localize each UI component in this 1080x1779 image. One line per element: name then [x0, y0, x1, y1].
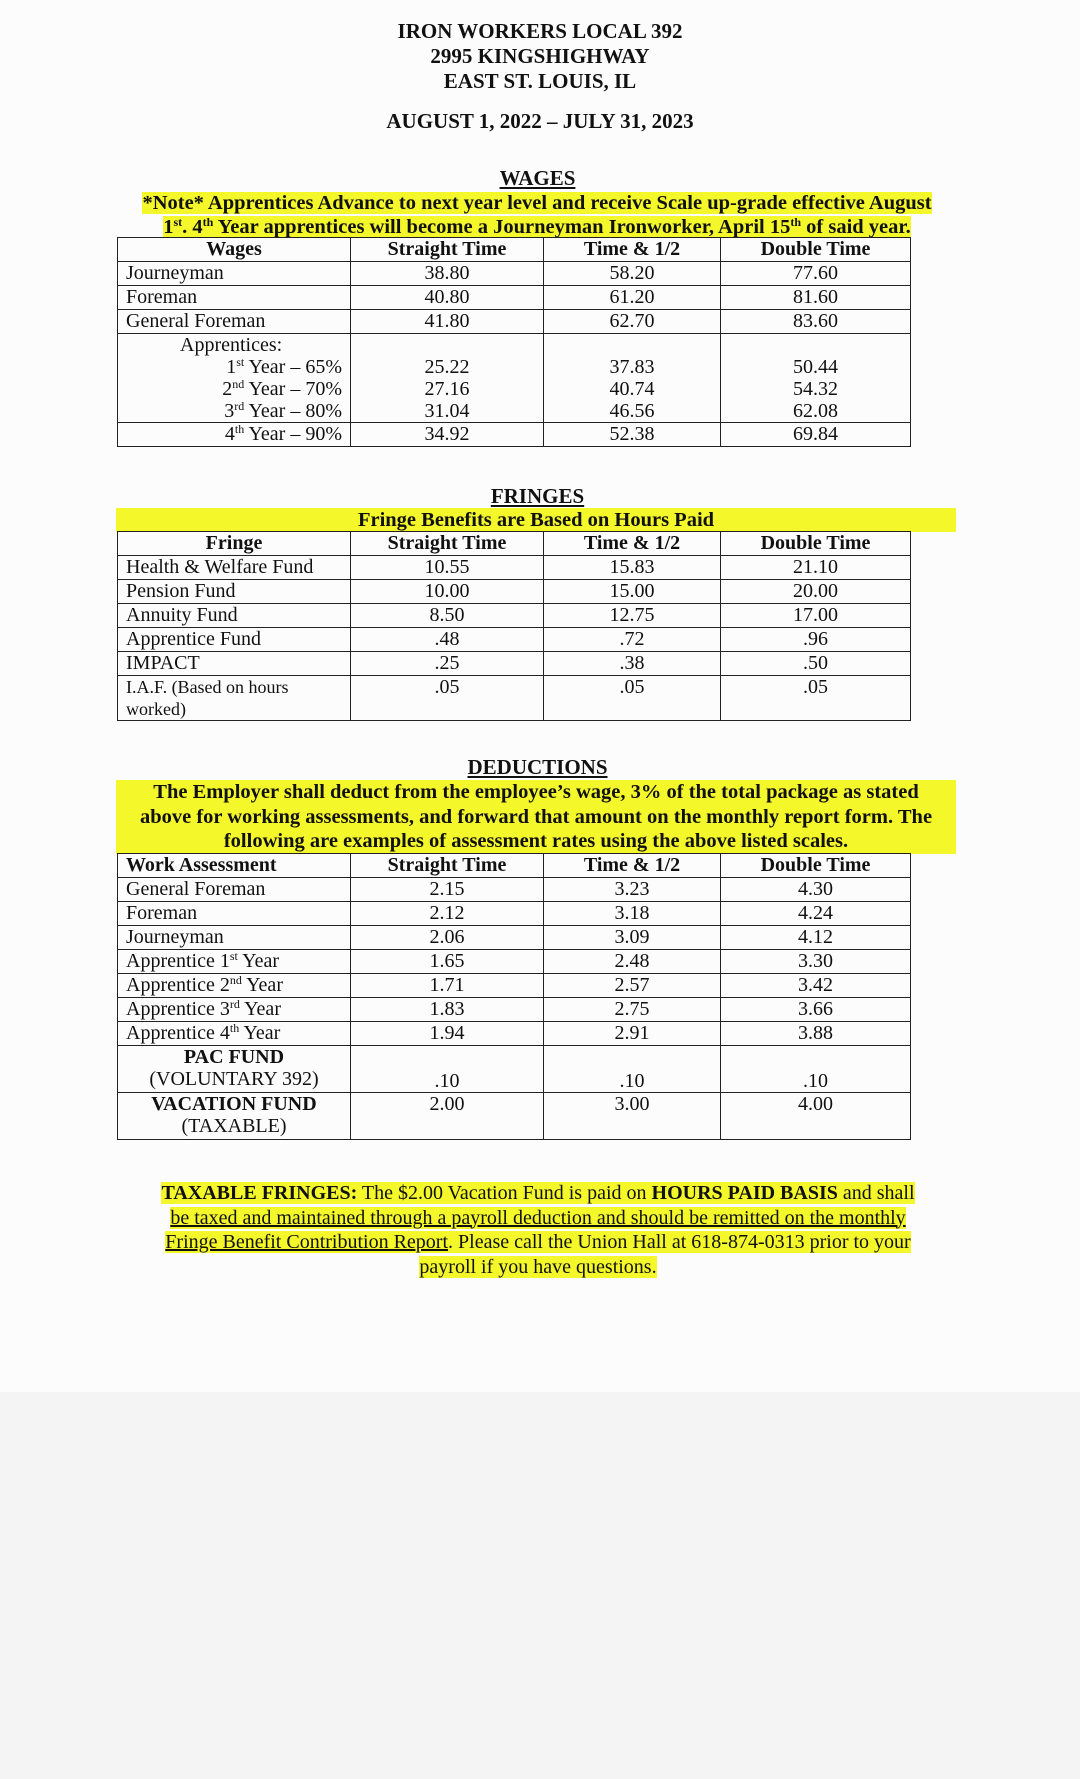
col-header-straight-time: Straight Time: [351, 854, 544, 878]
cell-straight: 2.15: [351, 878, 544, 902]
table-row: [118, 1022, 911, 1046]
cell-double: 3.88: [721, 1022, 911, 1046]
col-header-fringe: Fringe: [118, 532, 351, 556]
cell-straight: 31.04: [424, 400, 470, 422]
vacation-fund-row: [118, 1093, 911, 1140]
cell-double: 4.00: [721, 1093, 911, 1140]
cell-double: 77.60: [721, 262, 911, 286]
cell-time-half: 3.00: [544, 1093, 721, 1140]
cell-time-half: .05: [544, 676, 721, 721]
deductions-table: [117, 853, 911, 1140]
letterhead: [0, 19, 1080, 94]
cell-straight: 1.94: [351, 1022, 544, 1046]
table-row: [118, 974, 911, 998]
table-row: [118, 652, 911, 676]
cell-double: 3.42: [721, 974, 911, 998]
taxable-text-1: The $2.00 Vacation Fund is paid on: [357, 1182, 652, 1204]
cell-straight: 1.71: [351, 974, 544, 998]
cell-double: 69.84: [721, 423, 911, 447]
page-background-lower: [0, 1392, 1080, 1779]
cell-time-half: 2.75: [544, 998, 721, 1022]
apprentice-straight-col: [351, 334, 544, 423]
table-row: [118, 556, 911, 580]
cell-double: 4.12: [721, 926, 911, 950]
row-label: Journeyman: [118, 262, 351, 286]
cell-straight: 27.16: [424, 378, 470, 400]
cell-straight: 10.00: [351, 580, 544, 604]
table-row: [118, 998, 911, 1022]
cell-time-half: 58.20: [544, 262, 721, 286]
table-row: [118, 286, 911, 310]
row-label: IMPACT: [118, 652, 351, 676]
cell-time-half: 15.83: [544, 556, 721, 580]
cell-time-half: .72: [544, 628, 721, 652]
row-label: I.A.F. (Based on hours worked): [118, 676, 351, 721]
wages-note-line2: 1st. 4th Year apprentices will become a Journeyman Ironworker, April 15th of said year.: [163, 215, 911, 238]
wages-table: [117, 237, 911, 447]
apprentice-1st-label: 1st Year – 65%: [226, 355, 342, 378]
cell-double: .10: [721, 1046, 911, 1093]
table-row: [118, 310, 911, 334]
cell-double: 83.60: [721, 310, 911, 334]
cell-straight: .10: [351, 1046, 544, 1093]
apprentice-time-half-col: [544, 334, 721, 423]
apprentices-label: Apprentices:: [180, 334, 283, 356]
cell-straight: .25: [351, 652, 544, 676]
cell-time-half: 2.48: [544, 950, 721, 974]
cell-double: .50: [721, 652, 911, 676]
cell-time-half: 37.83: [609, 356, 655, 378]
col-header-double-time: Double Time: [721, 238, 911, 262]
row-label: Foreman: [118, 902, 351, 926]
cell-straight: 25.22: [424, 356, 470, 378]
cell-straight: 1.65: [351, 950, 544, 974]
cell-double: 3.30: [721, 950, 911, 974]
row-label-apprentice-1st: Apprentice 1st Year: [118, 950, 351, 974]
deductions-note-line2: above for working assessments, and forward that amount on the monthly report form. The: [116, 805, 956, 830]
cell-time-half: 3.09: [544, 926, 721, 950]
wages-note: [118, 191, 956, 239]
cell-straight: 34.92: [351, 423, 544, 447]
taxable-text-2: and shall: [837, 1182, 915, 1204]
apprentice-group-row: [118, 334, 911, 423]
col-header-double-time: Double Time: [721, 532, 911, 556]
pac-fund-subtitle: (VOLUNTARY 392): [149, 1068, 319, 1090]
cell-straight: 2.06: [351, 926, 544, 950]
cell-time-half: 46.56: [609, 400, 655, 422]
taxable-text-3: . Please call the Union Hall at 618-874-0313 prior to your: [448, 1231, 911, 1253]
cell-time-half: .38: [544, 652, 721, 676]
col-header-double-time: Double Time: [721, 854, 911, 878]
cell-time-half: 2.57: [544, 974, 721, 998]
city-state: EAST ST. LOUIS, IL: [443, 69, 637, 93]
fringes-title: FRINGES: [490, 484, 585, 508]
cell-straight: 40.80: [351, 286, 544, 310]
fringes-header-row: [118, 532, 911, 556]
col-header-straight-time: Straight Time: [351, 238, 544, 262]
deductions-note-line3: following are examples of assessment rates using the above listed scales.: [116, 829, 956, 854]
apprentice-2nd-label: 2nd Year – 70%: [222, 377, 342, 400]
cell-time-half: 3.18: [544, 902, 721, 926]
vacation-fund-subtitle: (TAXABLE): [181, 1115, 287, 1137]
apprentice-3rd-label: 3rd Year – 80%: [224, 399, 342, 422]
cell-double: 4.30: [721, 878, 911, 902]
cell-straight: 1.83: [351, 998, 544, 1022]
cell-double: 54.32: [793, 378, 838, 400]
cell-straight: 38.80: [351, 262, 544, 286]
table-row: [118, 604, 911, 628]
row-label-apprentice-4th: Apprentice 4th Year: [118, 1022, 351, 1046]
cell-time-half: 52.38: [544, 423, 721, 447]
fringes-table: [117, 531, 911, 721]
cell-time-half: 62.70: [544, 310, 721, 334]
taxable-underlined-1: be taxed and maintained through a payroll deduction and should be remitted on the monthly: [170, 1206, 906, 1229]
wages-title: WAGES: [499, 166, 576, 190]
cell-straight: .05: [351, 676, 544, 721]
deductions-note-line1: The Employer shall deduct from the employee’s wage, 3% of the total package as stated: [116, 780, 956, 805]
cell-time-half: 61.20: [544, 286, 721, 310]
table-row: [118, 262, 911, 286]
cell-double: 62.08: [793, 400, 838, 422]
fringes-note: [116, 508, 956, 532]
vacation-fund-label: [118, 1093, 351, 1140]
row-label: Health & Welfare Fund: [118, 556, 351, 580]
contract-period: AUGUST 1, 2022 – JULY 31, 2023: [386, 109, 694, 133]
row-label: General Foreman: [118, 878, 351, 902]
cell-straight: 2.00: [351, 1093, 544, 1140]
row-label: Foreman: [118, 286, 351, 310]
taxable-bold-1: HOURS PAID BASIS: [651, 1182, 838, 1204]
cell-straight: 41.80: [351, 310, 544, 334]
union-name: IRON WORKERS LOCAL 392: [397, 19, 683, 43]
apprentice-4th-label: 4th Year – 90%: [118, 423, 351, 447]
row-label-apprentice-3rd: Apprentice 3rd Year: [118, 998, 351, 1022]
taxable-lead: TAXABLE FRINGES:: [161, 1182, 358, 1204]
cell-time-half: .10: [544, 1046, 721, 1093]
vacation-fund-title: VACATION FUND: [151, 1093, 317, 1115]
col-header-time-and-half: Time & 1/2: [544, 238, 721, 262]
cell-double: 17.00: [721, 604, 911, 628]
table-row: [118, 902, 911, 926]
row-label: Annuity Fund: [118, 604, 351, 628]
street-address: 2995 KINGSHIGHWAY: [430, 44, 650, 68]
wages-note-line1: *Note* Apprentices Advance to next year level and receive Scale up-grade effective August: [142, 192, 932, 214]
table-row: [118, 676, 911, 721]
col-header-work-assessment: Work Assessment: [118, 854, 351, 878]
cell-double: 50.44: [793, 356, 838, 378]
table-row: [118, 628, 911, 652]
cell-double: 20.00: [721, 580, 911, 604]
row-label: Pension Fund: [118, 580, 351, 604]
apprentice-double-col: [721, 334, 911, 423]
cell-time-half: 15.00: [544, 580, 721, 604]
cell-double: 4.24: [721, 902, 911, 926]
cell-straight: 8.50: [351, 604, 544, 628]
wages-header-row: [118, 238, 911, 262]
table-row: [118, 878, 911, 902]
taxable-report-name: Fringe Benefit Contribution Report: [165, 1231, 449, 1253]
row-label: General Foreman: [118, 310, 351, 334]
fringes-note-text: Fringe Benefits are Based on Hours Paid: [116, 508, 956, 532]
table-row: [118, 423, 911, 447]
row-label: Apprentice Fund: [118, 628, 351, 652]
deductions-title: DEDUCTIONS: [467, 755, 608, 779]
cell-double: 21.10: [721, 556, 911, 580]
taxable-text-4: payroll if you have questions.: [419, 1255, 657, 1278]
table-row: [118, 950, 911, 974]
row-label-apprentice-2nd: Apprentice 2nd Year: [118, 974, 351, 998]
row-label: Journeyman: [118, 926, 351, 950]
pac-fund-title: PAC FUND: [183, 1046, 285, 1068]
col-header-wages: Wages: [118, 238, 351, 262]
cell-straight: 10.55: [351, 556, 544, 580]
cell-straight: .48: [351, 628, 544, 652]
cell-double: 81.60: [721, 286, 911, 310]
table-row: [118, 580, 911, 604]
col-header-time-and-half: Time & 1/2: [544, 854, 721, 878]
cell-time-half: 40.74: [609, 378, 655, 400]
cell-double: .05: [721, 676, 911, 721]
deductions-note: [116, 780, 956, 854]
pac-fund-row: [118, 1046, 911, 1093]
table-row: [118, 926, 911, 950]
apprentice-labels: [118, 334, 351, 423]
cell-double: 3.66: [721, 998, 911, 1022]
col-header-straight-time: Straight Time: [351, 532, 544, 556]
taxable-fringes-notice: [120, 1181, 956, 1279]
cell-double: .96: [721, 628, 911, 652]
cell-time-half: 12.75: [544, 604, 721, 628]
cell-time-half: 3.23: [544, 878, 721, 902]
col-header-time-and-half: Time & 1/2: [544, 532, 721, 556]
pac-fund-label: [118, 1046, 351, 1093]
cell-straight: 2.12: [351, 902, 544, 926]
cell-time-half: 2.91: [544, 1022, 721, 1046]
deductions-header-row: [118, 854, 911, 878]
